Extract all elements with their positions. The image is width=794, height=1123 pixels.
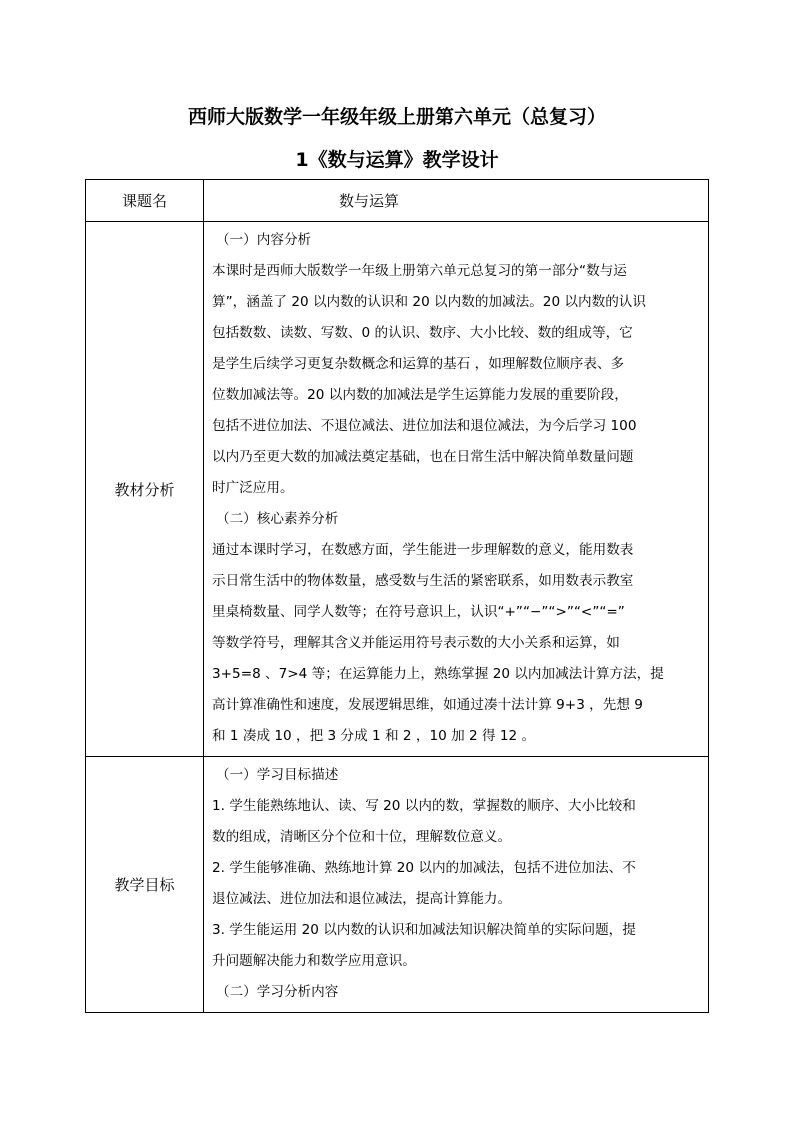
text-line: 退位减法、进位加法和退位减法，提高计算能力。 — [212, 891, 512, 907]
text-line: 等数学符号，理解其含义并能运用符号表示数的大小关系和运算，如 — [212, 635, 620, 651]
text-line: 位数加减法等。20 以内数的加减法是学生运算能力发展的重要阶段， — [212, 387, 628, 403]
document-subtitle: 1《数与运算》教学设计 — [295, 149, 499, 171]
textbook-analysis-content — [204, 222, 709, 757]
text-line: 1. 学生能熟练地认、读、写 20 以内的数，掌握数的顺序、大小比较和 — [212, 798, 636, 814]
table-row-teaching-goals — [86, 757, 709, 1013]
section-heading: （二）核心素养分析 — [216, 511, 339, 527]
table-row-textbook-analysis — [86, 222, 709, 757]
text-line: 包括数数、读数、写数、0 的认识、数序、大小比较、数的组成等，它 — [212, 325, 633, 341]
text-line: 2. 学生能够准确、熟练地计算 20 以内的加减法，包括不进位加法、不 — [212, 860, 636, 876]
text-line: 是学生后续学习更复杂数概念和运算的基石 ，如理解数位顺序表、多 — [212, 356, 625, 372]
section-heading: （二）学习分析内容 — [216, 984, 339, 1000]
lesson-plan-table — [85, 179, 709, 1013]
text-line: 里桌椅数量、同学人数等；在符号意识上，认识“+”“−”“>”“<”“=” — [212, 604, 625, 620]
text-line: 高计算准确性和速度，发展逻辑思维，如通过凑十法计算 9+3 ，先想 9 — [212, 697, 643, 713]
text-line: 升问题解决能力和数学应用意识。 — [212, 953, 416, 969]
topic-value: 数与运算 — [204, 180, 709, 222]
teaching-goals-label: 教学目标 — [86, 757, 204, 1013]
text-line: 时广泛应用。 — [212, 480, 294, 496]
text-line: 3. 学生能运用 20 以内数的认识和加减法知识解决简单的实际问题，提 — [212, 922, 636, 938]
section-heading: （一）内容分析 — [216, 232, 312, 248]
text-line: 算”，涵盖了 20 以内数的认识和 20 以内数的加减法。20 以内数的认识 — [212, 294, 646, 310]
text-line: 本课时是西师大版数学一年级上册第六单元总复习的第一部分“数与运 — [212, 263, 627, 279]
topic-label: 课题名 — [86, 180, 204, 222]
text-line: 数的组成，清晰区分个位和十位，理解数位意义。 — [212, 829, 512, 845]
text-line: 包括不进位加法、不退位减法、进位加法和退位减法，为今后学习 100 — [212, 418, 637, 434]
text-line: 和 1 凑成 10 ，把 3 分成 1 和 2 ，10 加 2 得 12 。 — [212, 728, 536, 744]
text-line: 3+5=8 、7>4 等；在运算能力上，熟练掌握 20 以内加减法计算方法，提 — [212, 666, 664, 682]
textbook-analysis-label: 教材分析 — [86, 222, 204, 757]
section-heading: （一）学习目标描述 — [216, 767, 339, 783]
text-line: 示日常生活中的物体数量，感受数与生活的紧密联系，如用数表示教室 — [212, 573, 634, 589]
teaching-goals-content — [204, 757, 709, 1013]
text-line: 通过本课时学习，在数感方面，学生能进一步理解数的意义，能用数表 — [212, 542, 634, 558]
text-line: 以内乃至更大数的加减法奠定基础，也在日常生活中解决简单数量问题 — [212, 449, 634, 465]
table-row-topic — [86, 180, 709, 222]
document-title: 西师大版数学一年级年级上册第六单元（总复习） — [187, 106, 606, 128]
